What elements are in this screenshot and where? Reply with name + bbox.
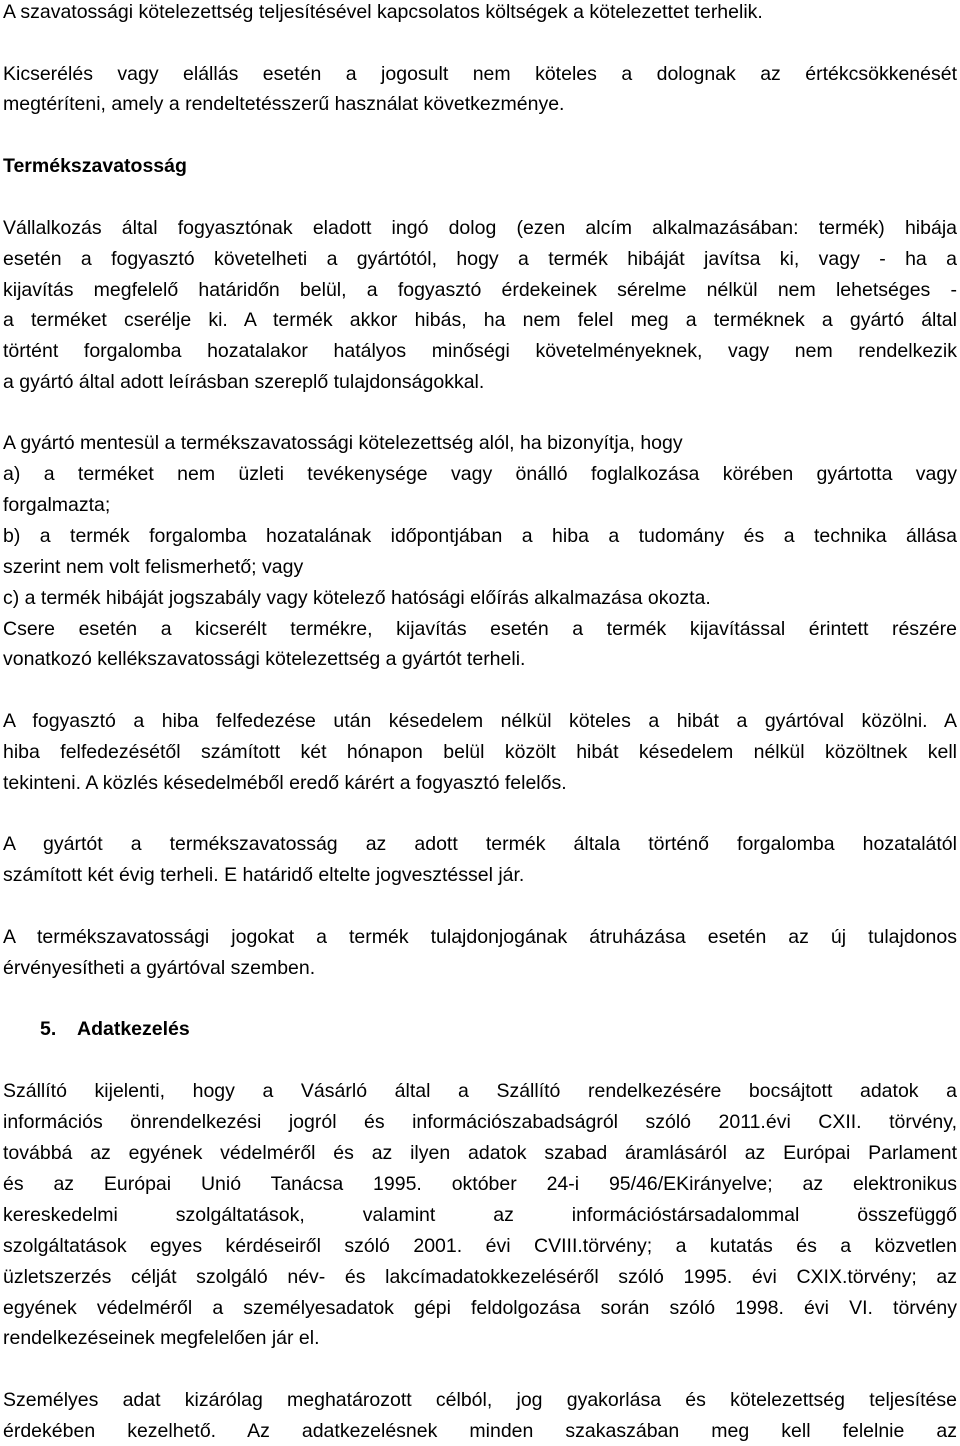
text-line: Személyes adat kizárólag meghatározott célból, jog gyakorlása és kötelezettség teljesítése bbox=[3, 1389, 957, 1411]
text-line: a gyártó által adott leírásban szereplő tulajdonságokkal. bbox=[3, 371, 485, 393]
text-line: tekinteni. A közlés késedelméből eredő kárért a fogyasztó felelős. bbox=[3, 772, 567, 794]
text-line: kereskedelmi szolgáltatások, valamint az információstársadalommal összefüggő bbox=[3, 1204, 957, 1226]
text-line: Kicserélés vagy elállás esetén a jogosult nem köteles a dolognak az értékcsökkenését bbox=[3, 63, 957, 85]
section-number: 5. bbox=[40, 1018, 57, 1040]
text-line: továbbá az egyének védelméről és az ilyen adatok szabad áramlásáról az Európai Parlament bbox=[3, 1142, 957, 1164]
text-line: A gyártót a termékszavatosság az adott termék általa történő forgalomba hozatalától bbox=[3, 833, 957, 855]
text-line: egyének védelméről a személyesadatok gépi feldolgozása során szóló 1998. évi VI. törvény bbox=[3, 1297, 957, 1319]
text-line: Csere esetén a kicserélt termékre, kijavítás esetén a termék kijavítással érintett részére bbox=[3, 618, 957, 640]
text-line: üzletszerzés célját szolgáló név- és lakcímadatokkezeléséről szóló 1995. évi CXIX.törvény; az bbox=[3, 1266, 957, 1288]
text-line: számított két évig terheli. E határidő eltelte jogvesztéssel jár. bbox=[3, 864, 525, 886]
text-line: rendelkezéseinek megfelelően jár el. bbox=[3, 1327, 320, 1349]
text-line: vonatkozó kellékszavatossági kötelezettség a gyártót terheli. bbox=[3, 648, 526, 670]
text-line: megtéríteni, amely a rendeltetésszerű használat következménye. bbox=[3, 93, 565, 115]
text-line: esetén a fogyasztó követelheti a gyártótól, hogy a termék hibáját javítsa ki, vagy - ha a bbox=[3, 248, 957, 270]
section-heading: Termékszavatosság bbox=[3, 155, 187, 177]
text-line: kijavítás megfelelő határidőn belül, a fogyasztó érdekeinek sérelme nélkül nem lehetséges - bbox=[3, 279, 957, 301]
text-line: a terméket cserélje ki. A termék akkor hibás, ha nem felel meg a terméknek a gyártó által bbox=[3, 309, 957, 331]
section-heading: Adatkezelés bbox=[77, 1018, 190, 1040]
text-line: szolgáltatások egyes kérdéseiről szóló 2001. évi CVIII.törvény; a kutatás és a közvetlen bbox=[3, 1235, 957, 1257]
text-line: történt forgalomba hozatalakor hatályos minőségi követelményeknek, vagy nem rendelkezik bbox=[3, 340, 957, 362]
text-line: információs önrendelkezési jogról és információszabadságról szóló 2011.évi CXII. törvény, bbox=[3, 1111, 957, 1133]
text-line: hiba felfedezésétől számított két hónapon belül közölt hibát késedelem nélkül közöltnek kell bbox=[3, 741, 957, 763]
text-line: A szavatossági kötelezettség teljesítésével kapcsolatos költségek a kötelezettet terhelik. bbox=[3, 1, 763, 23]
text-line: szerint nem volt felismerhető; vagy bbox=[3, 556, 304, 578]
text-line: A termékszavatossági jogokat a termék tulajdonjogának átruházása esetén az új tulajdonos bbox=[3, 926, 957, 948]
text-line: a) a terméket nem üzleti tevékenysége vagy önálló foglalkozása körében gyártotta vagy bbox=[3, 463, 957, 485]
text-line: forgalmazta; bbox=[3, 494, 111, 516]
text-line: érvényesítheti a gyártóval szemben. bbox=[3, 957, 316, 979]
text-line: A gyártó mentesül a termékszavatossági kötelezettség alól, ha bizonyítja, hogy bbox=[3, 432, 683, 454]
text-line: Szállító kijelenti, hogy a Vásárló által a Szállító rendelkezésére bocsájtott adatok a bbox=[3, 1080, 957, 1102]
text-line: és az Európai Unió Tanácsa 1995. október 24-i 95/46/EKirányelve; az elektronikus bbox=[3, 1173, 957, 1195]
text-line: Vállalkozás által fogyasztónak eladott ingó dolog (ezen alcím alkalmazásában: termék) hibája bbox=[3, 217, 957, 239]
text-line: A fogyasztó a hiba felfedezése után késedelem nélkül köteles a hibát a gyártóval közölni. A bbox=[3, 710, 957, 732]
text-line: c) a termék hibáját jogszabály vagy kötelező hatósági előírás alkalmazása okozta. bbox=[3, 587, 711, 609]
text-line: b) a termék forgalomba hozatalának időpontjában a hiba a tudomány és a technika állása bbox=[3, 525, 957, 547]
text-line: érdekében kezelhető. Az adatkezelésnek minden szakaszában meg kell felelnie az bbox=[3, 1420, 957, 1442]
